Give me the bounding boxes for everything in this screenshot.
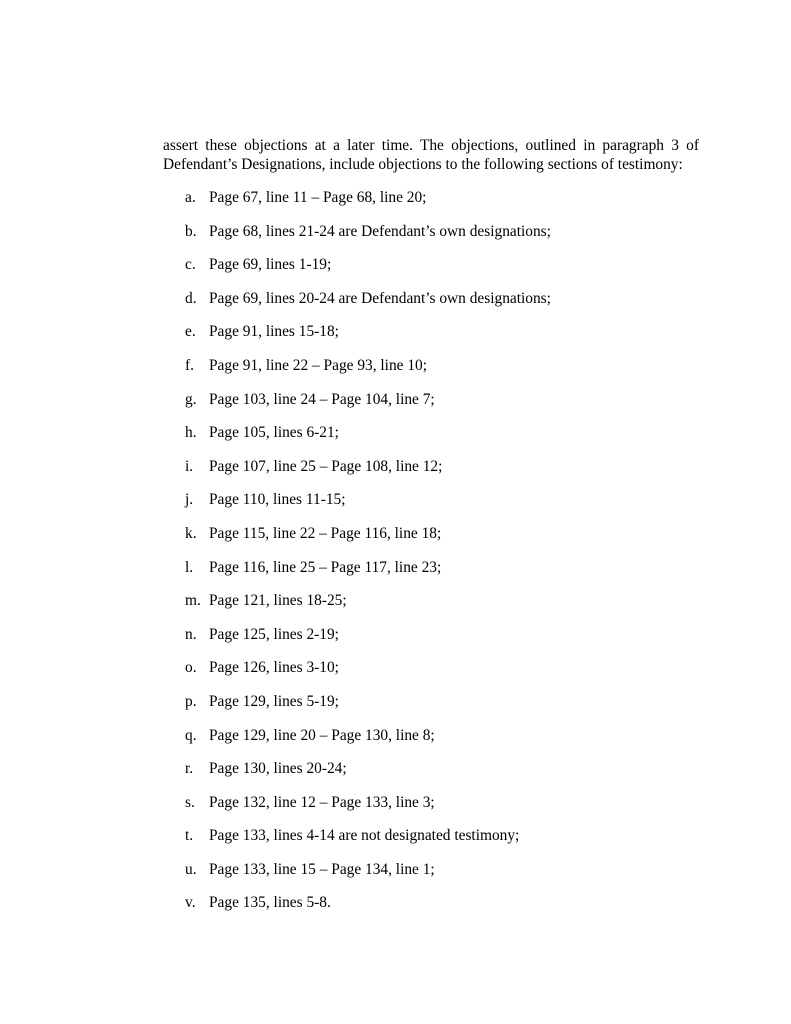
list-item-text: Page 105, lines 6-21; — [209, 424, 339, 442]
list-item-text: Page 129, lines 5-19; — [209, 692, 339, 710]
objection-list-item — [0, 792, 791, 826]
list-item-marker: e. — [185, 323, 196, 341]
objection-list-item — [0, 187, 791, 221]
list-item-marker: j. — [185, 491, 194, 509]
list-item-marker: n. — [185, 625, 197, 643]
objection-list-item — [0, 892, 791, 926]
intro-paragraph — [163, 136, 699, 174]
objection-list-item — [0, 288, 791, 322]
intro-line-2: Defendant’s Designations, include objections to the following sections of testimony: — [163, 156, 683, 173]
list-item-marker: c. — [185, 256, 196, 274]
list-item-text: Page 107, line 25 – Page 108, line 12; — [209, 457, 443, 475]
list-item-marker: r. — [185, 760, 194, 778]
list-item-text: Page 130, lines 20-24; — [209, 760, 347, 778]
list-item-marker: v. — [185, 894, 196, 912]
list-item-text: Page 68, lines 21-24 are Defendant’s own designations; — [209, 222, 551, 240]
list-item-marker: g. — [185, 390, 197, 408]
list-item-text: Page 133, lines 4-14 are not designated testimony; — [209, 827, 520, 845]
objection-list-item — [0, 254, 791, 288]
list-item-text: Page 91, lines 15-18; — [209, 323, 339, 341]
list-item-marker: p. — [185, 692, 197, 710]
list-item-text: Page 135, lines 5-8. — [209, 894, 331, 912]
list-item-text: Page 69, lines 20-24 are Defendant’s own designations; — [209, 289, 551, 307]
list-item-text: Page 132, line 12 – Page 133, line 3; — [209, 793, 435, 811]
list-item-text: Page 110, lines 11-15; — [209, 491, 346, 509]
list-item-marker: d. — [185, 289, 197, 307]
objection-list — [0, 187, 791, 926]
list-item-marker: o. — [185, 659, 197, 677]
objection-list-item — [0, 859, 791, 893]
objection-list-item — [0, 221, 791, 255]
objection-list-item — [0, 321, 791, 355]
list-item-marker: s. — [185, 793, 195, 811]
objection-list-item — [0, 725, 791, 759]
objection-list-item — [0, 657, 791, 691]
list-item-marker: l. — [185, 558, 194, 576]
objection-list-item — [0, 489, 791, 523]
list-item-marker: i. — [185, 457, 194, 475]
list-item-marker: q. — [185, 726, 197, 744]
list-item-marker: h. — [185, 424, 197, 442]
list-item-text: Page 121, lines 18-25; — [209, 592, 347, 610]
list-item-marker: k. — [185, 524, 197, 542]
list-item-text: Page 125, lines 2-19; — [209, 625, 339, 643]
list-item-text: Page 91, line 22 – Page 93, line 10; — [209, 356, 428, 374]
objection-list-item — [0, 523, 791, 557]
list-item-text: Page 126, lines 3-10; — [209, 659, 339, 677]
objection-list-item — [0, 456, 791, 490]
intro-line-1: assert these objections at a later time. The objections, outlined in paragraph 3 of — [163, 137, 699, 154]
objection-list-item — [0, 758, 791, 792]
objection-list-item — [0, 557, 791, 591]
list-item-text: Page 67, line 11 – Page 68, line 20; — [209, 189, 427, 206]
objection-list-item — [0, 691, 791, 725]
objection-list-item — [0, 825, 791, 859]
objection-list-item — [0, 355, 791, 389]
list-item-text: Page 133, line 15 – Page 134, line 1; — [209, 860, 435, 878]
objection-list-item — [0, 422, 791, 456]
list-item-marker: b. — [185, 222, 197, 240]
list-item-marker: m. — [185, 592, 201, 610]
objection-list-item — [0, 389, 791, 423]
list-item-marker: u. — [185, 860, 197, 878]
list-item-text: Page 103, line 24 – Page 104, line 7; — [209, 390, 435, 408]
list-item-text: Page 116, line 25 – Page 117, line 23; — [209, 558, 442, 576]
list-item-marker: f. — [185, 356, 194, 374]
objection-list-item — [0, 624, 791, 658]
objection-list-item — [0, 590, 791, 624]
list-item-text: Page 115, line 22 – Page 116, line 18; — [209, 524, 442, 542]
list-item-marker: t. — [185, 827, 194, 845]
list-item-text: Page 69, lines 1-19; — [209, 256, 332, 274]
list-item-text: Page 129, line 20 – Page 130, line 8; — [209, 726, 435, 744]
list-item-marker: a. — [185, 189, 196, 206]
